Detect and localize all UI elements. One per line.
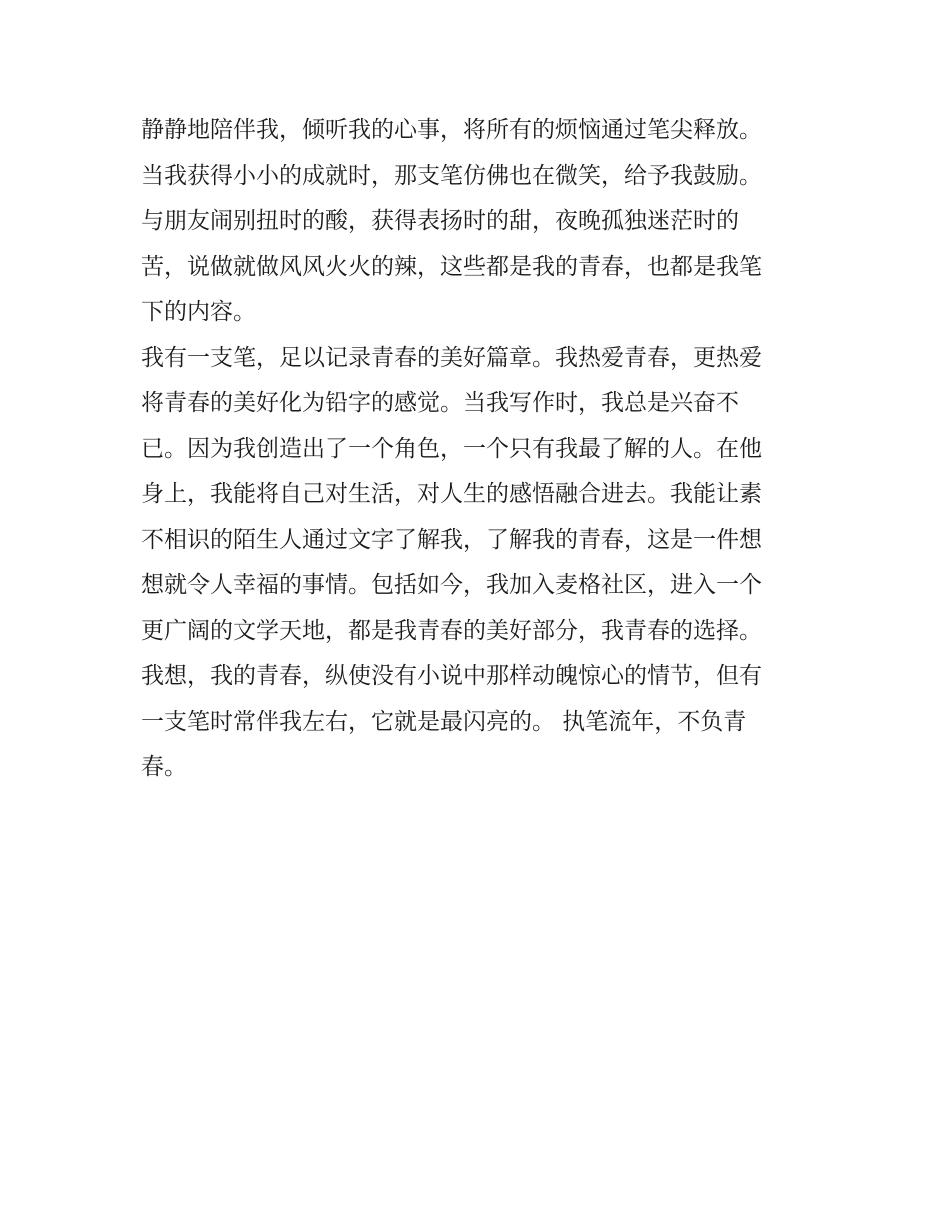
text-line: 苦，说做就做风风火火的辣，这些都是我的青春，也都是我笔: [141, 253, 762, 280]
text-line: 春。: [141, 754, 187, 780]
text-line: 静静地陪伴我，倾听我的心事，将所有的烦恼通过笔尖释放。: [141, 117, 762, 143]
body-text: [141, 108, 821, 791]
text-line: 下的内容。: [141, 299, 256, 325]
text-line: 想就令人幸福的事情。包括如今，我加入麦格社区，进入一个: [141, 572, 762, 598]
text-line: 一支笔时常伴我左右，它就是最闪亮的。 执笔流年，不负青: [141, 708, 747, 735]
text-line: 当我获得小小的成就时，那支笔仿佛也在微笑，给予我鼓励。: [141, 162, 762, 189]
text-line: 我想，我的青春，纵使没有小说中那样动魄惊心的情节，但有: [141, 663, 762, 689]
text-line: 我有一支笔，足以记录青春的美好篇章。我热爱青春，更热爱: [141, 344, 762, 371]
text-line: 更广阔的文学天地，都是我青春的美好部分，我青春的选择。: [141, 617, 762, 644]
text-line: 将青春的美好化为铅字的感觉。当我写作时，我总是兴奋不: [141, 390, 739, 416]
text-line: 不相识的陌生人通过文字了解我，了解我的青春，这是一件想: [141, 526, 762, 553]
text-line: 与朋友闹别扭时的酸，获得表扬时的甜，夜晚孤独迷茫时的: [141, 208, 739, 234]
text-line: 已。因为我创造出了一个角色，一个只有我最了解的人。在他: [141, 435, 762, 462]
text-line: 身上，我能将自己对生活，对人生的感悟融合进去。我能让素: [141, 481, 762, 507]
